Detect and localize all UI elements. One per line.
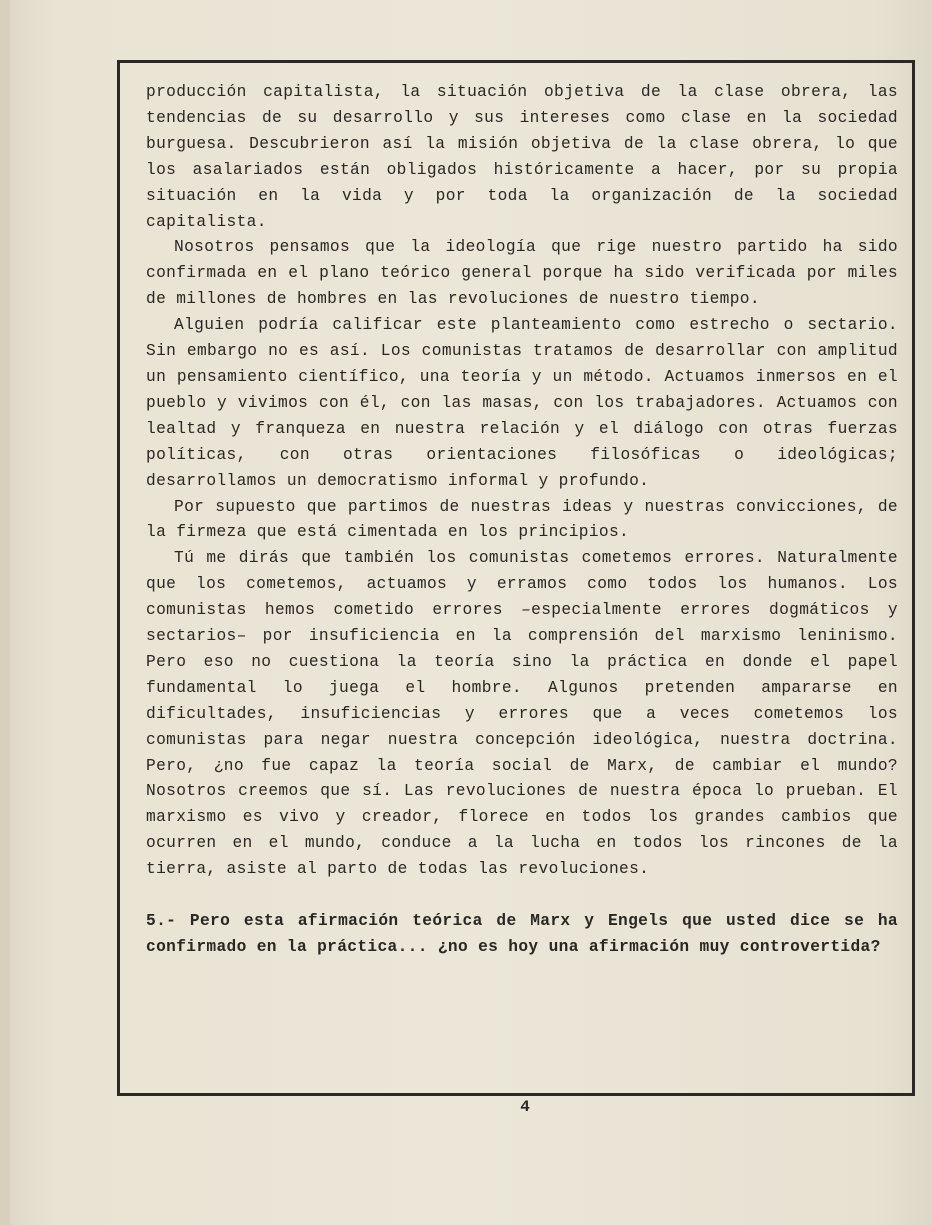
paragraph-2: Nosotros pensamos que la ideología que rige nuestro partido ha sido confirmada en el plano teórico general porque ha sido verificada por miles de millones de hombres en las revoluciones de nuestro tiempo.: [146, 238, 898, 309]
paragraph-3: Alguien podría calificar este planteamiento como estrecho o sectario. Sin embargo no es así. Los comunistas tratamos de desarrollar con amplitud un pensamiento científico, una teoría y un método. Actuamos inmersos en el pueblo y vivimos con él, con las masas, con los trabajadores. Actuamos con lealtad y franqueza en nuestra relación y el diálogo con otras fuerzas políticas, con otras orientaciones filosóficas o ideológicas; desarrollamos un democratismo informal y profundo.: [146, 316, 898, 490]
paragraph-1: producción capitalista, la situación objetiva de la clase obrera, las tendencias de su desarrollo y sus intereses como clase en la sociedad burguesa. Descubrieron así la misión objetiva de la clase obrera, lo que los asalariados están obligados históricamente a hacer, por su propia situación en la vida y por toda la organización de la sociedad capitalista.: [146, 83, 898, 231]
paragraph-5: Tú me dirás que también los comunistas cometemos errores. Naturalmente que los cometemos, actuamos y erramos como todos los humanos. Los comunistas hemos cometido errores –especialmente errores dogmáticos y sectarios– por insuficiencia en la comprensión del marxismo leninismo. Pero eso no cuestiona la teoría sino la práctica en donde el papel fundamental lo juega el hombre. Algunos pretenden ampararse en dificultades, insuficiencias y errores que a veces cometemos los comunistas para negar nuestra concepción ideológica, nuestra doctrina. Pero, ¿no fue capaz la teoría social de Marx, de cambiar el mundo? Nosotros creemos que sí. Las revoluciones de nuestra época lo prueban. El marxismo es vivo y creador, florece en todos los grandes cambios que ocurren en el mundo, conduce a la lucha en todos los rincones de la tierra, asiste al parto de todas las revoluciones.: [146, 549, 898, 879]
paragraph-4: Por supuesto que partimos de nuestras ideas y nuestras convicciones, de la firmeza que está cimentada en los principios.: [146, 497, 898, 542]
page-number: 4: [520, 1098, 530, 1116]
page-text-block: [146, 80, 898, 961]
paper-edge: [0, 0, 10, 1225]
interview-question: 5.- Pero esta afirmación teórica de Marx y Engels que usted dice se ha confirmado en la práctica... ¿no es hoy una afirmación muy controvertida?: [146, 912, 898, 956]
